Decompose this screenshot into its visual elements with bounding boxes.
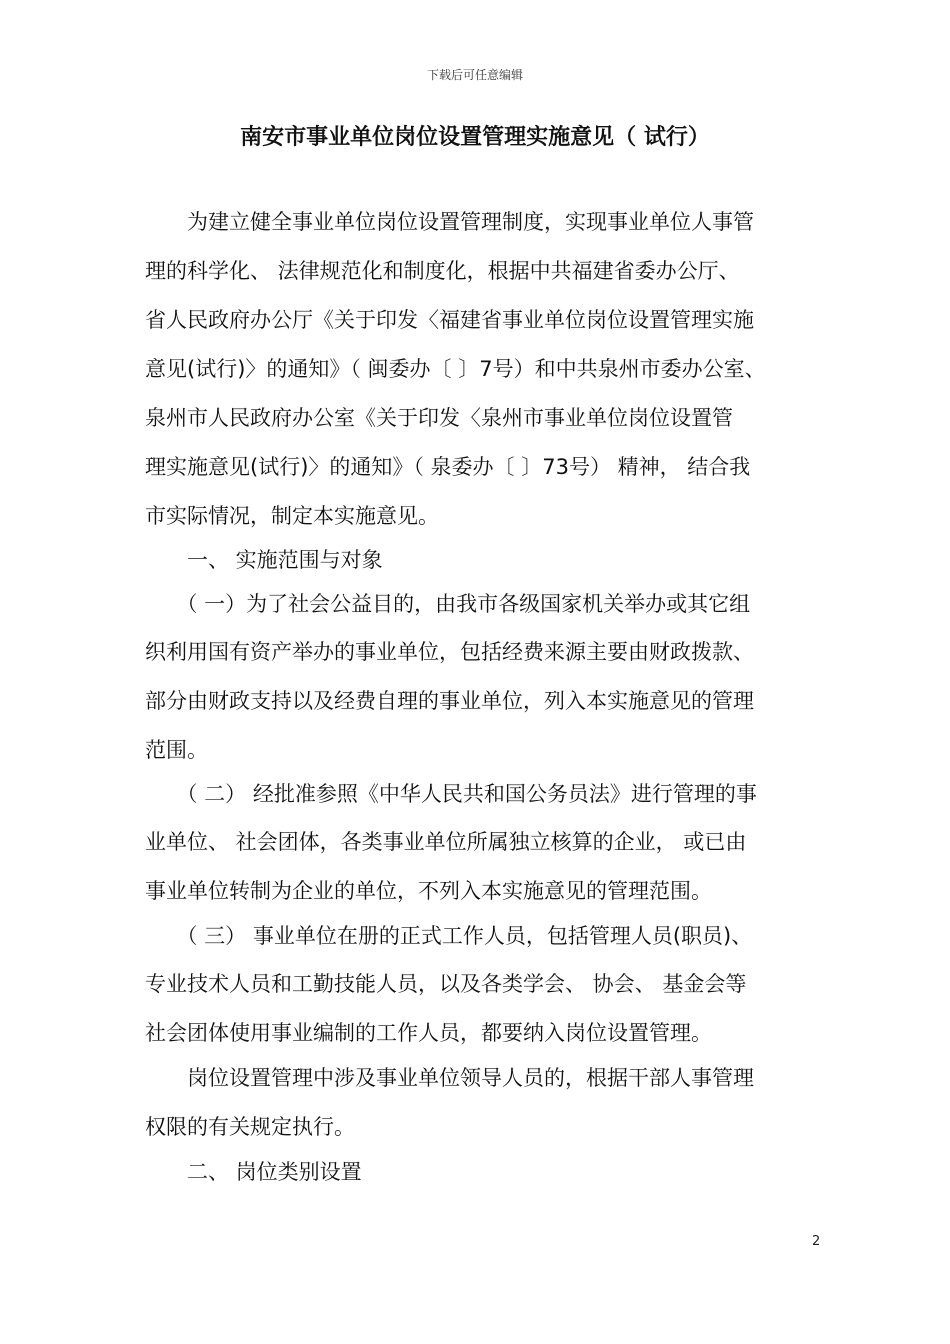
document-title: 南安市事业单位岗位设置管理实施意见（ 试行） bbox=[240, 125, 710, 150]
text-line: （ 一）为了社会公益目的，由我市各级国家机关举办或其它组 bbox=[145, 592, 751, 616]
text-line: 理的科学化、 法律规范化和制度化，根据中共福建省委办公厅、 bbox=[145, 259, 740, 283]
text-line: 泉州市人民政府办公室《关于印发〈泉州市事业单位岗位设置管 bbox=[145, 406, 733, 430]
text-line: 省人民政府办公厅《关于印发〈福建省事业单位岗位设置管理实施 bbox=[145, 308, 754, 332]
text-line: 岗位设置管理中涉及事业单位领导人员的，根据干部人事管理 bbox=[145, 1066, 754, 1090]
text-line: 事业单位转制为企业的单位，不列入本实施意见的管理范围。 bbox=[145, 879, 712, 903]
text-line: 范围。 bbox=[145, 738, 208, 762]
text-line: 市实际情况，制定本实施意见。 bbox=[145, 504, 439, 528]
text-line: （ 三） 事业单位在册的正式工作人员，包括管理人员(职员)、 bbox=[145, 924, 753, 948]
text-line: 权限的有关规定执行。 bbox=[145, 1115, 355, 1139]
header-note: 下载后可任意编辑 bbox=[426, 68, 523, 82]
text-line: 社会团体使用事业编制的工作人员，都要纳入岗位设置管理。 bbox=[145, 1021, 712, 1045]
text-line: 意见(试行)〉的通知》（ 闽委办〔 〕7号）和中共泉州市委办公室、 bbox=[145, 357, 766, 381]
text-line: 专业技术人员和工勤技能人员，以及各类学会、 协会、 基金会等 bbox=[145, 972, 747, 996]
page-number: 2 bbox=[812, 1234, 821, 1249]
text-line: 织利用国有资产举办的事业单位，包括经费来源主要由财政拨款、 bbox=[145, 640, 754, 664]
section-heading: 二、 岗位类别设置 bbox=[145, 1160, 362, 1184]
section-heading: 一、 实施范围与对象 bbox=[145, 548, 383, 572]
text-line: 理实施意见(试行)〉的通知》（ 泉委办〔 〕73号） 精神， 结合我 bbox=[145, 455, 751, 479]
text-line: 业单位、 社会团体，各类事业单位所属独立核算的企业， 或已由 bbox=[145, 830, 747, 854]
text-line: 部分由财政支持以及经费自理的事业单位，列入本实施意见的管理 bbox=[145, 689, 754, 713]
text-line: 为建立健全事业单位岗位设置管理制度，实现事业单位人事管 bbox=[145, 210, 754, 234]
text-line: （ 二） 经批准参照《中华人民共和国公务员法》进行管理的事 bbox=[145, 782, 757, 806]
